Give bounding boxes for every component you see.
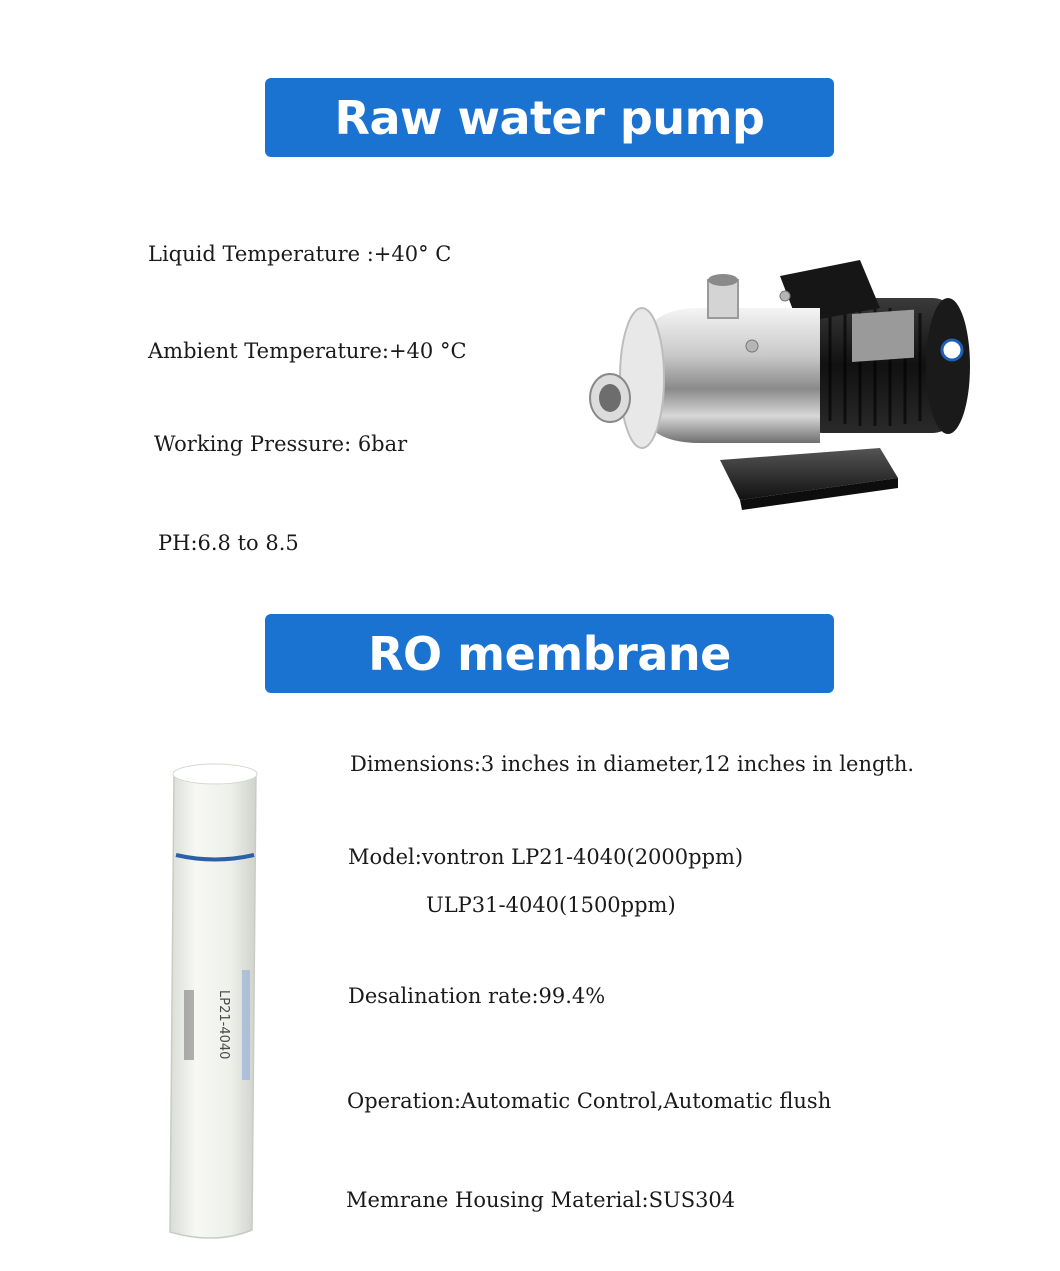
- pump-spec-ambient-temperature: Ambient Temperature:+40 °C: [148, 339, 467, 363]
- ro-spec-housing-material: Memrane Housing Material:SUS304: [346, 1188, 736, 1212]
- ro-spec-operation: Operation:Automatic Control,Automatic flush: [347, 1089, 832, 1113]
- ro-spec-desalination-rate: Desalination rate:99.4%: [348, 984, 606, 1008]
- pump-spec-working-pressure: Working Pressure: 6bar: [154, 432, 408, 456]
- ro-membrane-label: LP21-4040: [216, 990, 231, 1060]
- ro-spec-model-line2: ULP31-4040(1500ppm): [426, 893, 676, 917]
- ro-membrane-image: [160, 760, 270, 1245]
- ro-section-title: RO membrane: [265, 614, 834, 693]
- ro-spec-model-line1: Model:vontron LP21-4040(2000ppm): [348, 845, 744, 869]
- pump-section-title: Raw water pump: [265, 78, 834, 157]
- pump-image: [580, 238, 980, 538]
- ro-spec-dimensions: Dimensions:3 inches in diameter,12 inches in length.: [350, 752, 915, 776]
- pump-spec-liquid-temperature: Liquid Temperature :+40° C: [148, 242, 452, 266]
- pump-spec-ph: PH:6.8 to 8.5: [158, 531, 299, 555]
